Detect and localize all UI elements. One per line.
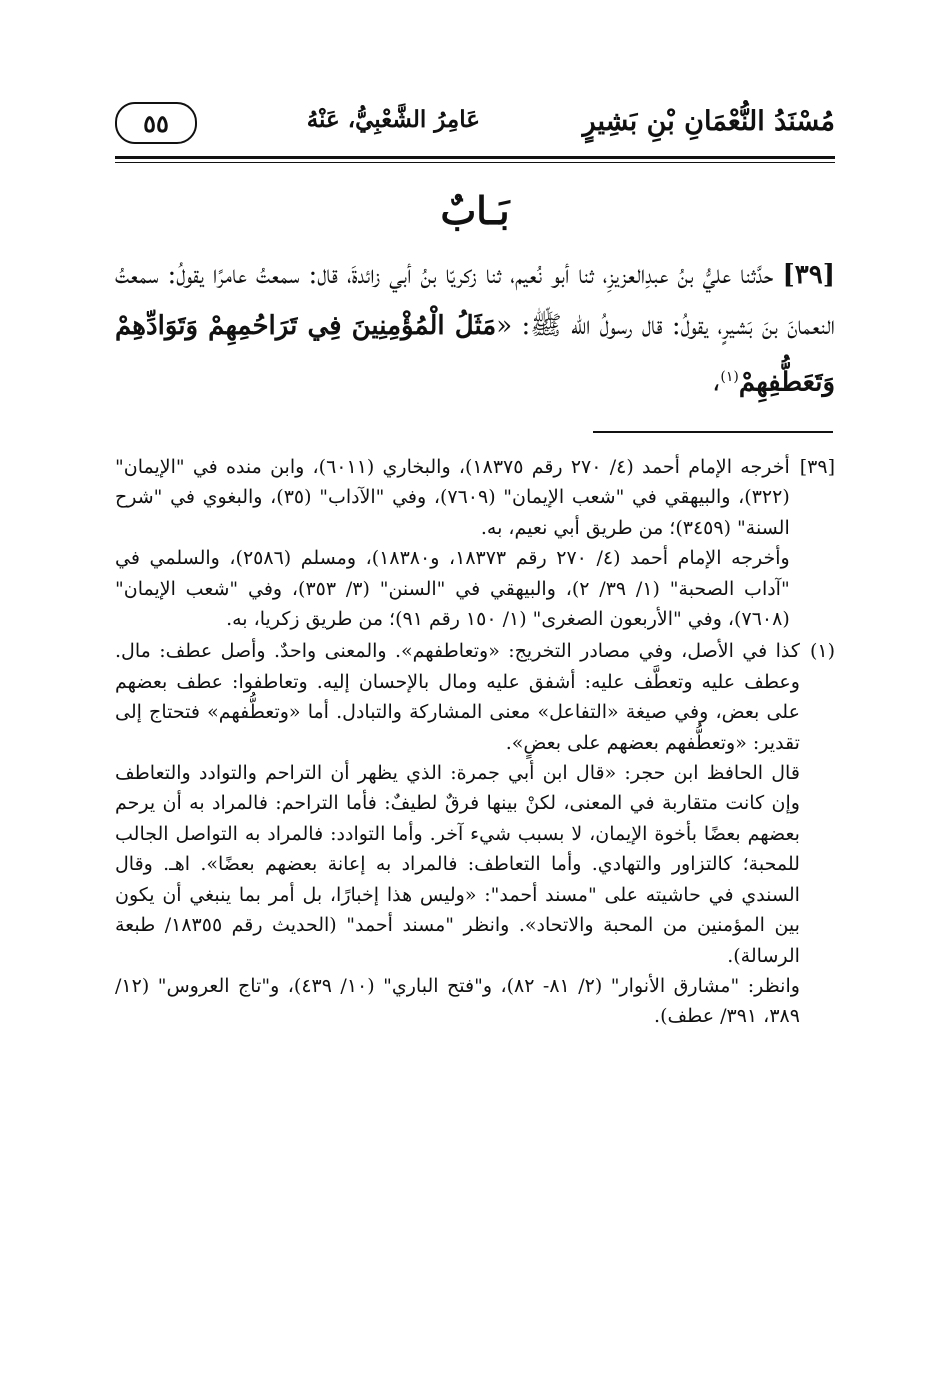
footnote-ref: (١): [720, 369, 739, 385]
footnote-takhrij: [115, 452, 835, 634]
footnote-mark: [٣٩]: [799, 456, 835, 478]
footnote-paragraph: أخرجه الإمام أحمد (٤/ ٢٧٠ رقم ١٨٣٧٥)، والبخاري (٦٠١١)، وابن منده في "الإيمان" (٣٢٢)، والبيهقي في "شعب الإيمان" (٧٦٠٩)، وفي "الآداب" (٣٥)، والبغوي في "شرح السنة" (٣٤٥٩)؛ من طريق أبي نعيم، به.: [115, 456, 790, 539]
page-number: ٥٥: [115, 102, 197, 144]
footnote-paragraph: وانظر: "مشارق الأنوار" (٢/ ٨١- ٨٢)، و"فتح الباري" (١٠/ ٤٣٩)، و"تاج العروس" (١٢/ ٣٨٩، ٣٩١/ عطف).: [115, 974, 800, 1028]
footnote-mark: (١): [809, 640, 835, 663]
footnote-1: [115, 636, 835, 1031]
running-subtitle: عَامِرُ الشَّعْبِيُّ، عَنْهُ: [306, 106, 480, 133]
footnote-paragraph: كذا في الأصل، وفي مصادر التخريج: «وتعاطفهم». والمعنى واحدٌ. وأصل عطف: مال. وعطف عليه وتعطَّف عليه: أشفق عليه ومال بالإحسان إليه. وتعاطفوا: عطف بعضهم على بعض، وفي صيغة «التفاعل» معنى المشاركة والتبادل. أما «وتعطُّفهم» فتحتاج إلى تقدير: «وتعطُّفهم بعضهم على بعضٍ».: [115, 640, 800, 754]
hadith-tail: ،: [712, 367, 721, 398]
page-header: [115, 102, 835, 150]
hadith-line-3: رسولُ الله ﷺ: «: [496, 311, 633, 341]
hadith-text-block: [115, 250, 835, 409]
footnotes: [115, 452, 835, 1034]
running-title: مُسْنَدُ النُّعْمَانِ بْنِ بَشِيرٍ: [582, 106, 835, 137]
hadith-quote: مَثَلُ الْمُؤْمِنِينَ فِي تَرَاحُمِهِمْ وَتَوَادِّهِمْ وَتَعَطُّفِهِمْ: [115, 311, 835, 398]
footnote-body: [115, 636, 800, 1031]
chapter-title: بَـابٌ: [440, 188, 510, 233]
footnote-body: [115, 452, 790, 634]
footnote-paragraph: قال الحافظ ابن حجر: «قال ابن أبي جمرة: الذي يظهر أن التراحم والتوادد والتعاطف وإن كانت متقاربة في المعنى، لكنْ بينها فرقٌ لطيفٌ: فأما التراحم: فالمراد به أن يرحم بعضهم بعضًا بأخوة الإيمان، لا بسبب شيء آخر. وأما التوادد: فالمراد به التواصل الجالب للمحبة؛ كالتزاور والتهادي. وأما التعاطف: فالمراد به إعانة بعضهم بعضًا». اهـ. وقال السندي في حاشيته على "مسند أحمد": «وليس هذا إخبارًا، بل أمر بما ينبغي أن يكون بين المؤمنين من المحبة والاتحاد». وانظر "مسند أحمد" (الحديث رقم ١٨٣٥٥/ طبعة الرسالة).: [115, 762, 800, 967]
footnote-separator: [593, 431, 833, 433]
header-rule-thick: [115, 156, 835, 159]
hadith-number: [٣٩]: [782, 260, 836, 290]
hadith-line-1: حدَّثنا عليُّ بنُ عبدِالعزيزِ، ثنا أبو نُعيم، ثنا زكريّا بنُ أبي: [389, 260, 774, 290]
footnote-paragraph: وأخرجه الإمام أحمد (٤/ ٢٧٠ رقم ١٨٣٧٣، و١٨٣٨٠)، ومسلم (٢٥٨٦)، والسلمي في "آداب الصحبة" (١/ ٣٩/ ٢)، والبيهقي في "السنن" (٣/ ٣٥٣)، وفي "شعب الإيمان" (٧٦٠٨)، وفي "الأربعون الصغرى" (١/ ١٥٠ رقم ٩١)؛ من طريق زكريا، به.: [115, 547, 790, 631]
header-rule-thin: [115, 162, 835, 163]
hadith-line-2: زائدةَ، قال: سمعتُ عامرًا يقولُ: سمعتُ النعمانَ بنَ بَشيرٍ، يقولُ: قال: [115, 260, 836, 341]
